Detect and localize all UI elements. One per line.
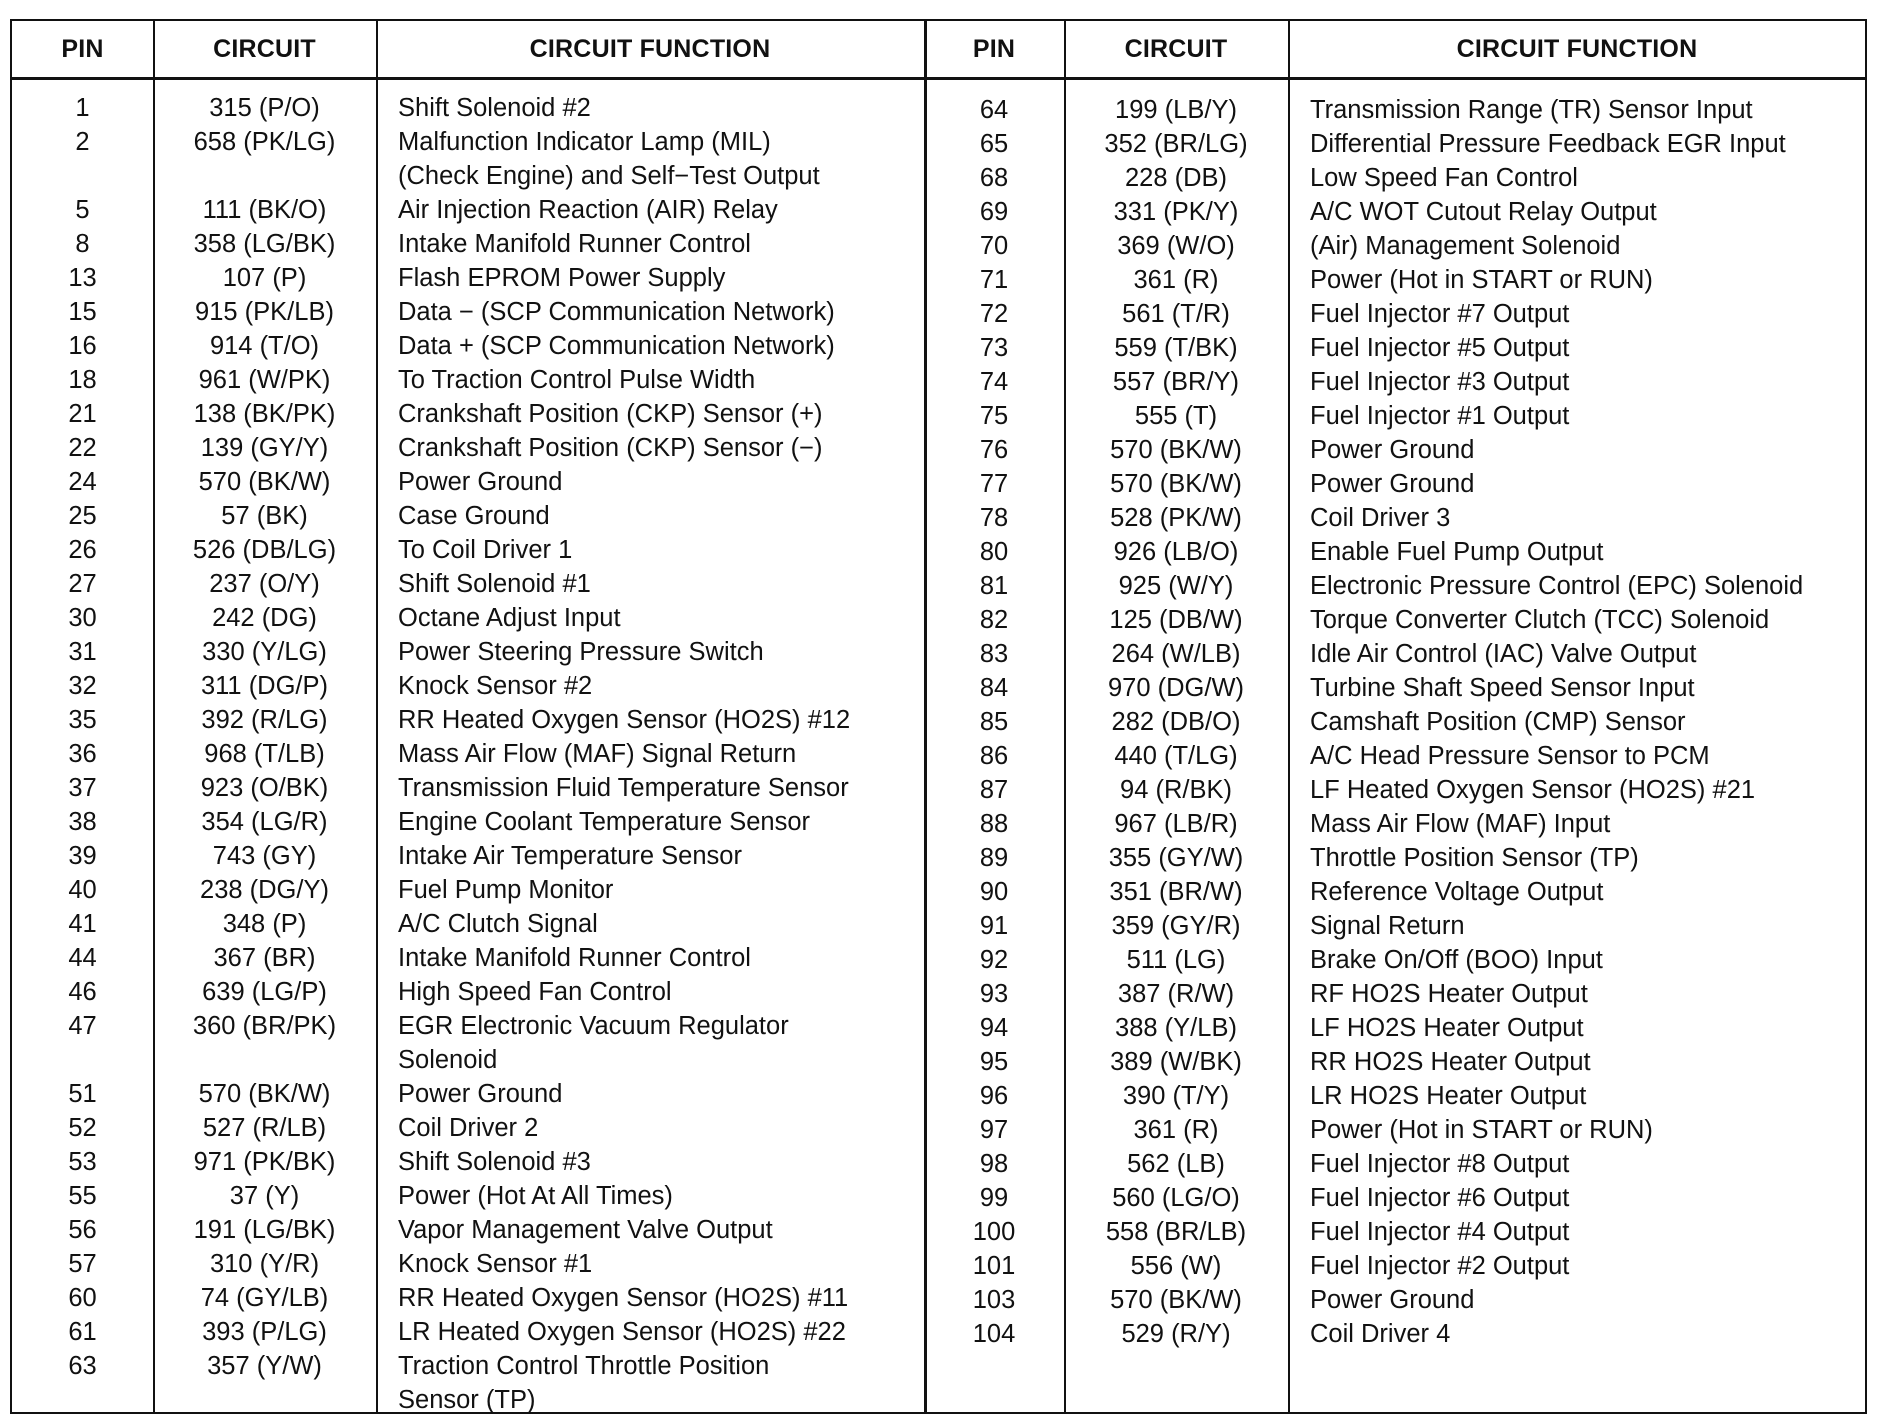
function-cell: Coil Driver 3 — [1310, 504, 1451, 532]
function-cell: Flash EPROM Power Supply — [398, 264, 726, 292]
header-divider — [12, 77, 1865, 80]
table-row — [12, 297, 1865, 331]
circuit-cell: 139 (GY/Y) — [200, 434, 329, 462]
table-row — [12, 195, 1865, 229]
circuit-cell: 570 (BK/W) — [198, 1080, 331, 1108]
circuit-cell: 570 (BK/W) — [198, 468, 331, 496]
table-row — [12, 1383, 1865, 1417]
table-row — [12, 1113, 1865, 1147]
function-cell: Fuel Injector #1 Output — [1310, 402, 1570, 430]
pin-cell: 38 — [68, 808, 97, 836]
circuit-cell: 361 (R) — [1133, 266, 1219, 294]
pin-cell: 70 — [979, 232, 1009, 260]
circuit-cell: 559 (T/BK) — [1114, 334, 1238, 362]
circuit-cell: 560 (LG/O) — [1112, 1184, 1240, 1212]
table-row — [12, 1317, 1865, 1351]
table-row — [12, 1349, 1865, 1383]
circuit-cell: 562 (LB) — [1127, 1150, 1225, 1178]
table-row — [12, 875, 1865, 909]
circuit-cell: 557 (BR/Y) — [1112, 368, 1240, 396]
circuit-cell: 94 (R/BK) — [1120, 776, 1232, 804]
function-cell: Coil Driver 2 — [398, 1114, 539, 1142]
function-cell: (Check Engine) and Self−Test Output — [398, 162, 820, 190]
header-circuit-left: CIRCUIT — [213, 35, 316, 63]
function-cell: Mass Air Flow (MAF) Input — [1310, 810, 1611, 838]
function-cell: Fuel Injector #3 Output — [1310, 368, 1570, 396]
table-row — [12, 603, 1865, 637]
circuit-cell: 388 (Y/LB) — [1115, 1014, 1237, 1042]
pin-cell: 39 — [68, 842, 97, 870]
circuit-cell: 914 (T/O) — [209, 332, 320, 360]
pin-cell: 22 — [68, 434, 97, 462]
function-cell: Enable Fuel Pump Output — [1310, 538, 1604, 566]
function-cell: EGR Electronic Vacuum Regulator — [398, 1012, 789, 1040]
pin-cell: 71 — [979, 266, 1009, 294]
pin-cell: 30 — [68, 604, 97, 632]
function-cell: Intake Air Temperature Sensor — [398, 842, 742, 870]
pin-cell: 77 — [979, 470, 1009, 498]
table-row — [12, 773, 1865, 807]
function-cell: A/C WOT Cutout Relay Output — [1310, 198, 1657, 226]
pin-cell: 90 — [979, 878, 1009, 906]
pin-cell: 18 — [68, 366, 97, 394]
function-cell: Data − (SCP Communication Network) — [398, 298, 835, 326]
pin-cell: 41 — [68, 910, 97, 938]
function-cell: Throttle Position Sensor (TP) — [1310, 844, 1639, 872]
circuit-cell: 57 (BK) — [221, 502, 308, 530]
circuit-cell: 925 (W/Y) — [1118, 572, 1234, 600]
circuit-cell: 970 (DG/W) — [1107, 674, 1245, 702]
pin-table — [10, 19, 1867, 1414]
circuit-cell: 310 (Y/R) — [209, 1250, 320, 1278]
function-cell: Intake Manifold Runner Control — [398, 944, 751, 972]
circuit-cell: 971 (PK/BK) — [193, 1148, 336, 1176]
table-row — [12, 739, 1865, 773]
function-cell: High Speed Fan Control — [398, 978, 672, 1006]
function-cell: RR Heated Oxygen Sensor (HO2S) #12 — [398, 706, 851, 734]
circuit-cell: 961 (W/PK) — [198, 366, 331, 394]
pin-cell: 46 — [68, 978, 97, 1006]
pin-cell: 93 — [979, 980, 1009, 1008]
pin-cell: 31 — [68, 638, 97, 666]
circuit-cell: 354 (LG/R) — [201, 808, 328, 836]
function-cell: Reference Voltage Output — [1310, 878, 1604, 906]
function-cell: Knock Sensor #2 — [398, 672, 593, 700]
function-cell: A/C Clutch Signal — [398, 910, 598, 938]
table-row — [12, 399, 1865, 433]
pin-cell: 78 — [979, 504, 1009, 532]
circuit-cell: 331 (PK/Y) — [1113, 198, 1239, 226]
function-cell: Power Steering Pressure Switch — [398, 638, 764, 666]
pin-cell: 87 — [979, 776, 1009, 804]
pin-cell: 85 — [979, 708, 1009, 736]
pin-cell: 98 — [979, 1150, 1009, 1178]
header-circuit-right: CIRCUIT — [1124, 35, 1228, 63]
circuit-cell: 926 (LB/O) — [1113, 538, 1239, 566]
circuit-cell: 352 (BR/LG) — [1104, 130, 1248, 158]
table-row — [12, 365, 1865, 399]
function-cell: Mass Air Flow (MAF) Signal Return — [398, 740, 797, 768]
pin-cell: 35 — [68, 706, 97, 734]
function-cell: Fuel Injector #7 Output — [1310, 300, 1570, 328]
function-cell: Shift Solenoid #1 — [398, 570, 591, 598]
function-cell: Vapor Management Valve Output — [398, 1216, 773, 1244]
circuit-cell: 527 (R/LB) — [202, 1114, 327, 1142]
circuit-cell: 528 (PK/W) — [1110, 504, 1242, 532]
pin-cell: 26 — [68, 536, 97, 564]
table-row — [12, 569, 1865, 603]
pin-cell: 25 — [68, 502, 97, 530]
circuit-cell: 570 (BK/W) — [1110, 436, 1242, 464]
function-cell: Fuel Injector #8 Output — [1310, 1150, 1570, 1178]
table-row — [12, 1079, 1865, 1113]
table-row — [12, 467, 1865, 501]
pin-cell: 63 — [68, 1352, 97, 1380]
function-cell: Power Ground — [1310, 470, 1475, 498]
circuit-cell: 967 (LB/R) — [1114, 810, 1238, 838]
function-cell: To Coil Driver 1 — [398, 536, 573, 564]
circuit-cell: 658 (PK/LG) — [193, 128, 336, 156]
circuit-cell: 526 (DB/LG) — [192, 536, 337, 564]
pin-cell: 36 — [68, 740, 97, 768]
table-row — [12, 1045, 1865, 1079]
pin-cell: 72 — [979, 300, 1009, 328]
circuit-cell: 743 (GY) — [212, 842, 317, 870]
function-cell: A/C Head Pressure Sensor to PCM — [1310, 742, 1710, 770]
function-cell: Transmission Fluid Temperature Sensor — [398, 774, 849, 802]
circuit-cell: 570 (BK/W) — [1110, 1286, 1242, 1314]
circuit-cell: 111 (BK/O) — [202, 196, 327, 224]
table-row — [12, 841, 1865, 875]
pin-cell: 94 — [979, 1014, 1009, 1042]
pin-cell: 91 — [979, 912, 1009, 940]
circuit-cell: 558 (BR/LB) — [1105, 1218, 1247, 1246]
pin-cell: 5 — [75, 196, 90, 224]
function-cell: Crankshaft Position (CKP) Sensor (+) — [398, 400, 823, 428]
table-row — [12, 93, 1865, 127]
table-row — [12, 1283, 1865, 1317]
function-cell: LF Heated Oxygen Sensor (HO2S) #21 — [1310, 776, 1756, 804]
function-cell: Power (Hot At All Times) — [398, 1182, 673, 1210]
table-row — [12, 263, 1865, 297]
pin-cell: 16 — [68, 332, 97, 360]
circuit-cell: 360 (BR/PK) — [192, 1012, 337, 1040]
circuit-cell: 330 (Y/LG) — [202, 638, 327, 666]
pin-cell: 51 — [68, 1080, 97, 1108]
function-cell: Malfunction Indicator Lamp (MIL) — [398, 128, 771, 156]
pin-cell: 65 — [979, 130, 1009, 158]
pin-cell: 61 — [68, 1318, 97, 1346]
pin-cell: 83 — [979, 640, 1009, 668]
table-row — [12, 1181, 1865, 1215]
table-row — [12, 161, 1865, 195]
function-cell: Power Ground — [398, 468, 563, 496]
pin-cell: 52 — [68, 1114, 97, 1142]
pin-cell: 89 — [979, 844, 1009, 872]
function-cell: Air Injection Reaction (AIR) Relay — [398, 196, 778, 224]
circuit-cell: 107 (P) — [222, 264, 307, 292]
function-cell: LF HO2S Heater Output — [1310, 1014, 1584, 1042]
table-row — [12, 535, 1865, 569]
table-row — [12, 807, 1865, 841]
pin-cell: 24 — [68, 468, 97, 496]
table-row — [12, 1215, 1865, 1249]
circuit-cell: 264 (W/LB) — [1111, 640, 1241, 668]
function-cell: Shift Solenoid #3 — [398, 1148, 591, 1176]
function-cell: Power Ground — [1310, 1286, 1475, 1314]
pin-cell: 96 — [979, 1082, 1009, 1110]
circuit-cell: 361 (R) — [1133, 1116, 1219, 1144]
table-row — [12, 1147, 1865, 1181]
circuit-cell: 74 (GY/LB) — [200, 1284, 329, 1312]
function-cell: Power Ground — [398, 1080, 563, 1108]
header-pin-left: PIN — [61, 35, 104, 63]
circuit-cell: 358 (LG/BK) — [193, 230, 336, 258]
function-cell: LR Heated Oxygen Sensor (HO2S) #22 — [398, 1318, 846, 1346]
circuit-cell: 968 (T/LB) — [204, 740, 325, 768]
function-cell: Intake Manifold Runner Control — [398, 230, 751, 258]
circuit-cell: 390 (T/Y) — [1122, 1082, 1230, 1110]
pin-cell: 44 — [68, 944, 97, 972]
circuit-cell: 138 (BK/PK) — [193, 400, 336, 428]
table-row — [12, 637, 1865, 671]
function-cell: Camshaft Position (CMP) Sensor — [1310, 708, 1686, 736]
circuit-cell: 311 (DG/P) — [200, 672, 329, 700]
circuit-cell: 242 (DG) — [212, 604, 317, 632]
function-cell: Fuel Injector #2 Output — [1310, 1252, 1570, 1280]
function-cell: RR Heated Oxygen Sensor (HO2S) #11 — [398, 1284, 849, 1312]
pin-cell: 73 — [979, 334, 1009, 362]
pin-cell: 95 — [979, 1048, 1009, 1076]
pin-cell: 76 — [979, 436, 1009, 464]
function-cell: To Traction Control Pulse Width — [398, 366, 756, 394]
table-row — [12, 705, 1865, 739]
circuit-cell: 561 (T/R) — [1122, 300, 1230, 328]
pin-cell: 53 — [68, 1148, 97, 1176]
function-cell: Electronic Pressure Control (EPC) Solenoid — [1310, 572, 1804, 600]
function-cell: Power Ground — [1310, 436, 1475, 464]
circuit-cell: 570 (BK/W) — [1110, 470, 1242, 498]
circuit-cell: 393 (P/LG) — [202, 1318, 327, 1346]
pin-cell: 2 — [75, 128, 90, 156]
function-cell: Idle Air Control (IAC) Valve Output — [1310, 640, 1697, 668]
circuit-cell: 37 (Y) — [229, 1182, 300, 1210]
pin-cell: 55 — [68, 1182, 97, 1210]
function-cell: Shift Solenoid #2 — [398, 94, 591, 122]
pin-cell: 101 — [972, 1252, 1016, 1280]
pin-cell: 80 — [979, 538, 1009, 566]
circuit-cell: 357 (Y/W) — [207, 1352, 322, 1380]
pin-cell: 82 — [979, 606, 1009, 634]
table-row — [12, 331, 1865, 365]
function-cell: Signal Return — [1310, 912, 1465, 940]
pin-cell: 60 — [68, 1284, 97, 1312]
pin-cell: 56 — [68, 1216, 97, 1244]
function-cell: Coil Driver 4 — [1310, 1320, 1451, 1348]
pin-cell: 86 — [979, 742, 1009, 770]
pin-cell: 37 — [68, 774, 97, 802]
pin-cell: 27 — [68, 570, 97, 598]
table-row — [12, 433, 1865, 467]
function-cell: Crankshaft Position (CKP) Sensor (−) — [398, 434, 823, 462]
circuit-cell: 389 (W/BK) — [1110, 1048, 1242, 1076]
pin-cell: 68 — [979, 164, 1009, 192]
pin-cell: 40 — [68, 876, 97, 904]
function-cell: RR HO2S Heater Output — [1310, 1048, 1591, 1076]
function-cell: Case Ground — [398, 502, 550, 530]
circuit-cell: 392 (R/LG) — [201, 706, 328, 734]
circuit-cell: 199 (LB/Y) — [1115, 96, 1237, 124]
circuit-cell: 529 (R/Y) — [1121, 1320, 1231, 1348]
circuit-cell: 237 (O/Y) — [209, 570, 320, 598]
pin-cell: 84 — [979, 674, 1009, 702]
circuit-cell: 511 (LG) — [1126, 946, 1226, 974]
circuit-cell: 387 (R/W) — [1117, 980, 1235, 1008]
table-row — [12, 671, 1865, 705]
circuit-cell: 639 (LG/P) — [202, 978, 327, 1006]
function-cell: Data + (SCP Communication Network) — [398, 332, 835, 360]
function-cell: Solenoid — [398, 1046, 498, 1074]
pin-cell: 64 — [979, 96, 1009, 124]
function-cell: Brake On/Off (BOO) Input — [1310, 946, 1603, 974]
function-cell: Octane Adjust Input — [398, 604, 621, 632]
pin-cell: 13 — [68, 264, 97, 292]
circuit-cell: 238 (DG/Y) — [200, 876, 329, 904]
header-pin-right: PIN — [972, 35, 1016, 63]
table-row — [12, 127, 1865, 161]
circuit-cell: 367 (BR) — [213, 944, 316, 972]
circuit-cell: 359 (GY/R) — [1111, 912, 1241, 940]
pin-cell: 92 — [979, 946, 1009, 974]
circuit-cell: 351 (BR/W) — [1109, 878, 1243, 906]
function-cell: RF HO2S Heater Output — [1310, 980, 1588, 1008]
function-cell: Knock Sensor #1 — [398, 1250, 593, 1278]
pin-cell: 97 — [979, 1116, 1009, 1144]
circuit-cell: 440 (T/LG) — [1114, 742, 1238, 770]
circuit-cell: 915 (PK/LB) — [195, 298, 334, 326]
function-cell: Fuel Pump Monitor — [398, 876, 614, 904]
function-cell: Sensor (TP) — [398, 1386, 536, 1414]
pin-cell: 8 — [75, 230, 90, 258]
circuit-cell: 555 (T) — [1134, 402, 1218, 430]
pin-cell: 75 — [979, 402, 1009, 430]
pin-cell: 99 — [979, 1184, 1009, 1212]
header-function-left: CIRCUIT FUNCTION — [529, 35, 771, 63]
table-row — [12, 1011, 1865, 1045]
pin-cell: 100 — [972, 1218, 1016, 1246]
function-cell: Fuel Injector #6 Output — [1310, 1184, 1570, 1212]
pin-cell: 103 — [972, 1286, 1016, 1314]
circuit-cell: 125 (DB/W) — [1109, 606, 1243, 634]
table-row — [12, 943, 1865, 977]
function-cell: (Air) Management Solenoid — [1310, 232, 1621, 260]
table-row — [12, 909, 1865, 943]
pin-cell: 69 — [979, 198, 1009, 226]
function-cell: Fuel Injector #4 Output — [1310, 1218, 1570, 1246]
pin-cell: 81 — [979, 572, 1009, 600]
function-cell: Traction Control Throttle Position — [398, 1352, 770, 1380]
pin-cell: 104 — [972, 1320, 1016, 1348]
function-cell: Engine Coolant Temperature Sensor — [398, 808, 811, 836]
pin-cell: 1 — [75, 94, 90, 122]
function-cell: Power (Hot in START or RUN) — [1310, 1116, 1653, 1144]
circuit-cell: 355 (GY/W) — [1108, 844, 1244, 872]
function-cell: Torque Converter Clutch (TCC) Solenoid — [1310, 606, 1770, 634]
pin-cell: 32 — [68, 672, 97, 700]
pin-cell: 88 — [979, 810, 1009, 838]
function-cell: Power (Hot in START or RUN) — [1310, 266, 1653, 294]
table-row — [12, 229, 1865, 263]
pin-cell: 74 — [979, 368, 1009, 396]
table-row — [12, 501, 1865, 535]
circuit-cell: 228 (DB) — [1124, 164, 1228, 192]
circuit-cell: 191 (LG/BK) — [193, 1216, 336, 1244]
function-cell: Fuel Injector #5 Output — [1310, 334, 1570, 362]
pin-cell: 21 — [68, 400, 97, 428]
pin-cell: 47 — [68, 1012, 97, 1040]
pin-cell: 15 — [68, 298, 97, 326]
table-row — [12, 1249, 1865, 1283]
function-cell: Transmission Range (TR) Sensor Input — [1310, 96, 1753, 124]
circuit-cell: 556 (W) — [1130, 1252, 1222, 1280]
pin-cell: 57 — [68, 1250, 97, 1278]
function-cell: Low Speed Fan Control — [1310, 164, 1578, 192]
table-row — [12, 977, 1865, 1011]
function-cell: Differential Pressure Feedback EGR Input — [1310, 130, 1786, 158]
circuit-cell: 923 (O/BK) — [200, 774, 329, 802]
circuit-cell: 348 (P) — [222, 910, 307, 938]
circuit-cell: 369 (W/O) — [1117, 232, 1235, 260]
function-cell: Turbine Shaft Speed Sensor Input — [1310, 674, 1695, 702]
function-cell: LR HO2S Heater Output — [1310, 1082, 1587, 1110]
header-function-right: CIRCUIT FUNCTION — [1456, 35, 1698, 63]
circuit-cell: 282 (DB/O) — [1111, 708, 1241, 736]
circuit-cell: 315 (P/O) — [209, 94, 320, 122]
